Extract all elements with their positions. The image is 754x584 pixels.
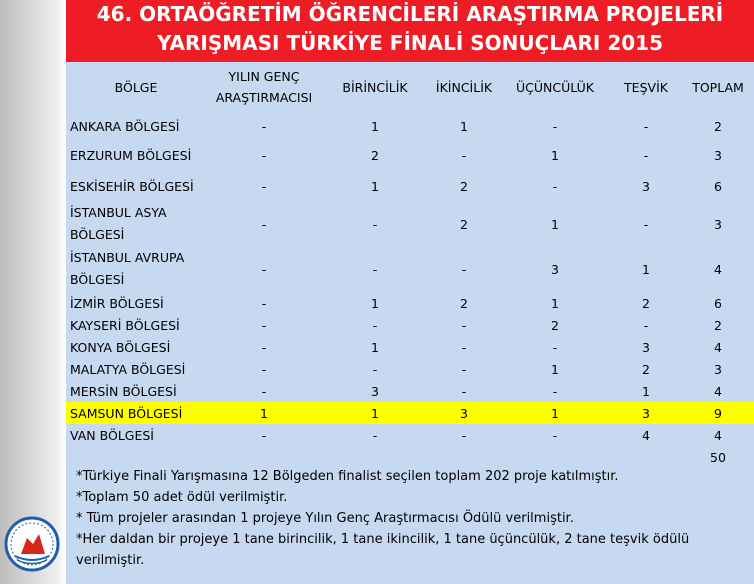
cell-value: 1 xyxy=(642,261,650,277)
empty-cell xyxy=(610,446,682,468)
table-row xyxy=(66,246,754,292)
cell-value: - xyxy=(261,317,267,333)
results-table-area xyxy=(66,62,754,466)
region-name: MALATYA BÖLGESİ xyxy=(70,361,186,377)
cell-value: - xyxy=(643,148,649,163)
table-row xyxy=(66,358,754,380)
cell-value: 3 xyxy=(714,361,722,377)
table-row xyxy=(66,424,754,446)
cell-value: 4 xyxy=(714,261,722,277)
cell-value: 1 xyxy=(371,179,379,194)
region-name: ERZURUM BÖLGESİ xyxy=(70,148,192,163)
empty-cell xyxy=(500,446,610,468)
cell-value: - xyxy=(261,261,267,277)
cell-value: - xyxy=(372,216,378,232)
cell-value: - xyxy=(552,339,558,355)
cell-value: - xyxy=(261,148,267,163)
table-row xyxy=(66,202,754,246)
cell-value: 1 xyxy=(371,339,379,355)
cell-value: 9 xyxy=(682,402,754,424)
header-encouragement: TEŞVİK xyxy=(624,79,668,95)
cell-value: - xyxy=(643,317,649,333)
cell-value: - xyxy=(372,261,378,277)
cell-value: 1 xyxy=(322,402,428,424)
cell-value: 3 xyxy=(610,402,682,424)
cell-value: 3 xyxy=(428,402,500,424)
region-name: ESKİSEHİR BÖLGESİ xyxy=(70,179,194,194)
table-row xyxy=(66,336,754,358)
cell-value: 2 xyxy=(642,295,650,311)
cell-value: - xyxy=(261,118,267,134)
empty-cell xyxy=(428,446,500,468)
cell-value: 3 xyxy=(551,261,559,277)
empty-cell xyxy=(66,446,206,468)
cell-value: 3 xyxy=(371,383,379,399)
table-row xyxy=(66,402,754,424)
empty-cell xyxy=(322,446,428,468)
cell-value: - xyxy=(461,317,467,333)
cell-value: - xyxy=(461,261,467,277)
cell-value: 1 xyxy=(551,216,559,232)
cell-value: - xyxy=(552,427,558,443)
cell-value: 1 xyxy=(551,295,559,311)
cell-value: 1 xyxy=(642,383,650,399)
table-header-row xyxy=(66,62,754,112)
cell-value: - xyxy=(461,339,467,355)
cell-value: 6 xyxy=(714,295,722,311)
empty-cell xyxy=(206,446,322,468)
region-name: İSTANBUL ASYA BÖLGESİ xyxy=(70,205,167,242)
institution-logo-icon xyxy=(3,514,61,576)
title-banner xyxy=(66,0,754,62)
cell-value: 2 xyxy=(371,148,379,163)
cell-value: 3 xyxy=(714,216,722,232)
region-name: İZMİR BÖLGESİ xyxy=(70,295,164,311)
table-row xyxy=(66,314,754,336)
region-name: KAYSERİ BÖLGESİ xyxy=(70,317,180,333)
table-row xyxy=(66,140,754,171)
region-name: KONYA BÖLGESİ xyxy=(70,339,171,355)
header-first: BİRİNCİLİK xyxy=(342,79,408,95)
cell-value: - xyxy=(461,361,467,377)
cell-value: 4 xyxy=(714,383,722,399)
header-young-researcher: YILIN GENÇ ARAŞTIRMACISI xyxy=(215,69,313,105)
region-name: VAN BÖLGESİ xyxy=(70,427,154,443)
cell-value: 2 xyxy=(460,216,468,232)
cell-value: 1 xyxy=(460,118,468,134)
cell-value: - xyxy=(261,216,267,232)
footnotes xyxy=(66,466,754,584)
page-title-line-2: YARIŞMASI TÜRKİYE FİNALİ SONUÇLARI 2015 xyxy=(156,31,664,55)
cell-value: - xyxy=(261,179,267,194)
cell-value: - xyxy=(552,383,558,399)
cell-value: 2 xyxy=(642,361,650,377)
cell-value: - xyxy=(461,148,467,163)
header-total: TOPLAM xyxy=(692,79,744,95)
table-row xyxy=(66,171,754,202)
footnote: *Türkiye Finali Yarışmasına 12 Bölgeden finalist seçilen toplam 202 proje katılmıştır. xyxy=(76,469,619,484)
footnote: * Tüm projeler arasından 1 projeye Yılın Genç Araştırmacısı Ödülü verilmiştir. xyxy=(76,511,574,526)
header-third: ÜÇÜNCÜLÜK xyxy=(516,79,594,95)
cell-value: 2 xyxy=(460,295,468,311)
grand-total: 50 xyxy=(710,449,726,465)
cell-value: 2 xyxy=(460,179,468,194)
cell-value: 1 xyxy=(371,118,379,134)
cell-value: - xyxy=(643,118,649,134)
footnote: *Her daldan bir projeye 1 tane birincilik, 1 tane ikincilik, 1 tane üçüncülük, 2 tane teşvik ödülü verilmiştir. xyxy=(76,532,690,568)
cell-value: 1 xyxy=(551,148,559,163)
cell-value: 2 xyxy=(714,317,722,333)
cell-value: 1 xyxy=(551,361,559,377)
cell-value: 4 xyxy=(642,427,650,443)
region-name: İSTANBUL AVRUPA BÖLGESİ xyxy=(70,250,185,287)
cell-value: - xyxy=(261,383,267,399)
header-second: İKİNCİLİK xyxy=(435,79,493,95)
cell-value: - xyxy=(261,339,267,355)
table-row xyxy=(66,380,754,402)
cell-value: - xyxy=(372,427,378,443)
cell-value: 1 xyxy=(371,295,379,311)
cell-value: - xyxy=(461,383,467,399)
cell-value: 3 xyxy=(642,179,650,194)
cell-value: - xyxy=(261,427,267,443)
total-row xyxy=(66,446,754,468)
region-name: SAMSUN BÖLGESİ xyxy=(66,402,206,424)
cell-value: 1 xyxy=(206,402,322,424)
cell-value: 6 xyxy=(714,179,722,194)
table-row xyxy=(66,112,754,140)
cell-value: - xyxy=(261,295,267,311)
cell-value: - xyxy=(643,216,649,232)
region-name: ANKARA BÖLGESİ xyxy=(70,118,180,134)
cell-value: - xyxy=(552,179,558,194)
results-table xyxy=(66,62,754,468)
cell-value: 3 xyxy=(714,148,722,163)
table-row xyxy=(66,292,754,314)
cell-value: - xyxy=(461,427,467,443)
cell-value: - xyxy=(552,118,558,134)
cell-value: 4 xyxy=(714,427,722,443)
cell-value: 3 xyxy=(642,339,650,355)
cell-value: - xyxy=(372,317,378,333)
cell-value: 4 xyxy=(714,339,722,355)
cell-value: - xyxy=(261,361,267,377)
region-name: MERSİN BÖLGESİ xyxy=(70,383,177,399)
cell-value: 2 xyxy=(551,317,559,333)
cell-value: 1 xyxy=(500,402,610,424)
cell-value: 2 xyxy=(714,118,722,134)
header-region: BÖLGE xyxy=(114,79,158,95)
footnote: *Toplam 50 adet ödül verilmiştir. xyxy=(76,490,288,505)
cell-value: - xyxy=(372,361,378,377)
page-title-line-1: 46. ORTAÖĞRETİM ÖĞRENCİLERİ ARAŞTIRMA PROJELERİ xyxy=(96,2,724,26)
